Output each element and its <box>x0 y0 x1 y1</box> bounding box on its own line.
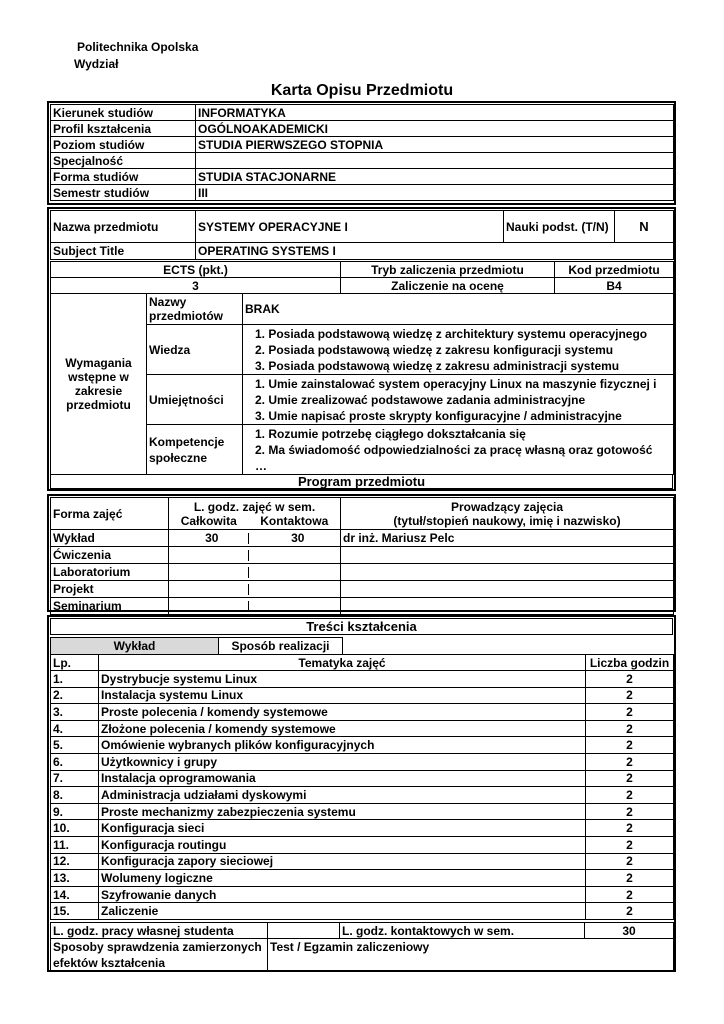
topic-hours: 2 <box>586 886 674 903</box>
tryb-value: Zaliczenie na ocenę <box>341 278 555 294</box>
program-contact <box>256 547 341 564</box>
lp-header: Lp. <box>51 655 99 671</box>
topic-lp: 4. <box>51 720 99 737</box>
info-row <box>51 137 674 153</box>
wiedza-item: 2. Posiada podstawową wiedzę z zakresu konfiguracji systemu <box>255 342 614 357</box>
contact-hours-value: 30 <box>585 923 674 939</box>
topic-name: Szyfrowanie danych <box>99 886 586 903</box>
faculty-name: Wydział <box>74 57 119 71</box>
topic-row <box>51 803 674 820</box>
topic-name: Instalacja oprogramowania <box>99 770 586 787</box>
topic-lp: 13. <box>51 870 99 887</box>
program-row <box>51 581 674 598</box>
topic-hours: 2 <box>586 870 674 887</box>
topic-row <box>51 853 674 870</box>
info-value: STUDIA PIERWSZEGO STOPNIA <box>196 137 674 153</box>
info-value: STUDIA STACJONARNE <box>196 169 674 185</box>
wiedza-item: 3. Posiada podstawową wiedzę z zakresu administracji systemu <box>255 358 620 373</box>
info-label: Profil kształcenia <box>51 121 196 137</box>
topic-hours: 2 <box>586 687 674 704</box>
info-row <box>51 169 674 185</box>
topic-lp: 7. <box>51 770 99 787</box>
own-work-value <box>268 923 340 939</box>
topic-hours: 2 <box>586 803 674 820</box>
topic-lp: 11. <box>51 836 99 853</box>
topic-row <box>51 704 674 721</box>
info-value: III <box>196 185 674 201</box>
program-teacher: dr inż. Mariusz Pelc <box>341 530 674 547</box>
info-row <box>51 121 674 137</box>
tryb-label: Tryb zaliczenia przedmiotu <box>341 262 555 278</box>
topics-table <box>50 654 674 920</box>
program-forma: Projekt <box>51 581 169 598</box>
hours-header <box>169 498 341 530</box>
program-teacher <box>341 564 674 581</box>
topic-lp: 15. <box>51 903 99 920</box>
wyklad-tab[interactable]: Wykład <box>51 638 219 655</box>
info-value: OGÓLNOAKADEMICKI <box>196 121 674 137</box>
topic-hours: 2 <box>586 737 674 754</box>
kompetencje-item: 1. Rozumie potrzebę ciągłego dokształcania się <box>255 426 526 441</box>
topic-name: Instalacja systemu Linux <box>99 687 586 704</box>
total-label: Całkowita <box>180 513 237 528</box>
program-forma: Laboratorium <box>51 564 169 581</box>
kompetencje-label: Kompetencje społeczne <box>147 425 243 475</box>
topic-lp: 3. <box>51 704 99 721</box>
topic-row <box>51 836 674 853</box>
topic-lp: 12. <box>51 853 99 870</box>
info-label: Poziom studiów <box>51 137 196 153</box>
wiedza-list <box>243 325 674 375</box>
teacher-sub-label: (tytuł/stopień naukowy, imię i nazwisko) <box>393 513 621 528</box>
topic-lp: 10. <box>51 820 99 837</box>
info-value <box>196 153 674 169</box>
university-name: Politechnika Opolska <box>77 40 199 54</box>
topic-hours: 2 <box>586 820 674 837</box>
content-tabs <box>50 637 343 655</box>
info-row <box>51 185 674 201</box>
topic-lp: 1. <box>51 671 99 688</box>
info-label: Kierunek studiów <box>51 105 196 121</box>
topic-row <box>51 737 674 754</box>
program-teacher <box>341 581 674 598</box>
hours-label: L. godz. zajęć w sem. <box>193 499 316 514</box>
topic-row <box>51 753 674 770</box>
course-name: SYSTEMY OPERACYJNE I <box>196 211 504 243</box>
topic-name: Zaliczenie <box>99 903 586 920</box>
topic-row <box>51 770 674 787</box>
topic-row <box>51 870 674 887</box>
kompetencje-item: … <box>255 458 267 473</box>
topic-row <box>51 787 674 804</box>
topic-hours: 2 <box>586 770 674 787</box>
summary-table <box>50 922 674 972</box>
forma-label: Forma zajęć <box>51 498 169 530</box>
program-contact <box>256 598 341 615</box>
umiejetnosci-item: 2. Umie zrealizować podstawowe zadania administracyjne <box>255 392 586 407</box>
program-table <box>50 497 674 615</box>
program-row <box>51 547 674 564</box>
topic-hours: 2 <box>586 903 674 920</box>
topic-name: Wolumeny logiczne <box>99 870 586 887</box>
teacher-header <box>341 498 674 530</box>
subject-title: OPERATING SYSTEMS I <box>196 243 674 260</box>
ects-label: ECTS (pkt.) <box>51 262 341 278</box>
contact-label: Kontaktowa <box>260 513 329 528</box>
topic-hours: 2 <box>586 753 674 770</box>
program-teacher <box>341 598 674 615</box>
separator-bar <box>248 550 249 561</box>
topic-lp: 6. <box>51 753 99 770</box>
info-row <box>51 153 674 169</box>
program-total <box>169 598 256 615</box>
names-value: BRAK <box>243 294 674 325</box>
contact-hours-label: L. godz. kontaktowych w sem. <box>340 923 585 939</box>
page-title: Karta Opisu Przedmiotu <box>270 82 454 99</box>
program-forma: Seminarium <box>51 598 169 615</box>
program-contact <box>256 581 341 598</box>
topic-lp: 8. <box>51 787 99 804</box>
topic-row <box>51 820 674 837</box>
program-total <box>169 547 256 564</box>
requirements-title: Wymagania wstępne w zakresie przedmiotu <box>51 294 147 475</box>
program-teacher <box>341 547 674 564</box>
method-label: Sposób realizacji <box>219 638 343 655</box>
program-row <box>51 530 674 547</box>
own-work-label: L. godz. pracy własnej studenta <box>51 923 268 939</box>
requirements-table <box>50 293 674 475</box>
topic-row <box>51 671 674 688</box>
kod-label: Kod przedmiotu <box>555 262 674 278</box>
topic-name: Konfiguracja sieci <box>99 820 586 837</box>
program-total <box>169 564 256 581</box>
topic-name: Złożone polecenia / komendy systemowe <box>99 720 586 737</box>
topic-hours: 2 <box>586 704 674 721</box>
program-forma: Ćwiczenia <box>51 547 169 564</box>
ects-value: 3 <box>51 278 341 294</box>
program-contact <box>256 564 341 581</box>
topic-name: Użytkownicy i grupy <box>99 753 586 770</box>
kompetencje-list <box>243 425 674 475</box>
topic-row <box>51 886 674 903</box>
info-value: INFORMATYKA <box>196 105 674 121</box>
topic-lp: 2. <box>51 687 99 704</box>
topic-name: Konfiguracja routingu <box>99 836 586 853</box>
nauki-label: Nauki podst. (T/N) <box>504 211 615 243</box>
info-row <box>51 105 674 121</box>
wiedza-item: 1. Posiada podstawową wiedzę z architektury systemu operacyjnego <box>255 326 648 341</box>
wiedza-label: Wiedza <box>147 325 243 375</box>
topic-hours: 2 <box>586 787 674 804</box>
hours-count-header: Liczba godzin <box>586 655 674 671</box>
topic-lp: 5. <box>51 737 99 754</box>
separator-bar <box>248 533 249 544</box>
program-contact: 30 <box>256 530 341 547</box>
topic-name: Omówienie wybranych plików konfiguracyjnych <box>99 737 586 754</box>
nauki-value: N <box>615 211 674 243</box>
kod-value: B4 <box>555 278 674 294</box>
topic-lp: 9. <box>51 803 99 820</box>
program-total <box>169 530 256 547</box>
info-label: Semestr studiów <box>51 185 196 201</box>
kompetencje-item: 2. Ma świadomość odpowiedzialności za pracę własną oraz gotowość <box>255 442 653 457</box>
separator-bar <box>248 567 249 578</box>
program-row <box>51 598 674 615</box>
topic-header: Tematyka zajęć <box>99 655 586 671</box>
course-table <box>50 210 674 260</box>
topic-lp: 14. <box>51 886 99 903</box>
subject-title-label: Subject Title <box>51 243 196 260</box>
ects-table <box>50 261 674 294</box>
umiejetnosci-item: 1. Umie zainstalować system operacyjny Linux na maszynie fizycznej i <box>255 376 657 391</box>
umiejetnosci-item: 3. Umie napisać proste skrypty konfiguracyjne / administracyjne <box>255 408 622 423</box>
verify-label: Sposoby sprawdzenia zamierzonych efektów kształcenia <box>51 939 268 972</box>
program-total <box>169 581 256 598</box>
program-total-value: 30 <box>205 531 219 545</box>
teacher-label: Prowadzący zajęcia <box>450 499 564 514</box>
course-name-label: Nazwa przedmiotu <box>51 211 196 243</box>
program-row <box>51 564 674 581</box>
topic-row <box>51 903 674 920</box>
umiejetnosci-label: Umiejętności <box>147 375 243 425</box>
program-title: Program przedmiotu <box>50 474 673 489</box>
topic-name: Dystrybucje systemu Linux <box>99 671 586 688</box>
info-label: Specjalność <box>51 153 196 169</box>
program-forma: Wykład <box>51 530 169 547</box>
info-table <box>50 104 674 201</box>
info-label: Forma studiów <box>51 169 196 185</box>
topic-name: Proste mechanizmy zabezpieczenia systemu <box>99 803 586 820</box>
verify-value: Test / Egzamin zaliczeniowy <box>268 939 674 972</box>
umiejetnosci-list <box>243 375 674 425</box>
topic-hours: 2 <box>586 853 674 870</box>
separator-bar <box>248 601 249 612</box>
topic-name: Administracja udziałami dyskowymi <box>99 787 586 804</box>
topic-hours: 2 <box>586 671 674 688</box>
content-title: Treści kształcenia <box>50 618 673 635</box>
topic-row <box>51 687 674 704</box>
hours-subheader <box>169 514 340 528</box>
topic-hours: 2 <box>586 836 674 853</box>
topic-name: Proste polecenia / komendy systemowe <box>99 704 586 721</box>
topic-hours: 2 <box>586 720 674 737</box>
separator-bar <box>248 584 249 595</box>
topic-row <box>51 720 674 737</box>
topic-name: Konfiguracja zapory sieciowej <box>99 853 586 870</box>
names-label: Nazwy przedmiotów <box>147 294 243 325</box>
